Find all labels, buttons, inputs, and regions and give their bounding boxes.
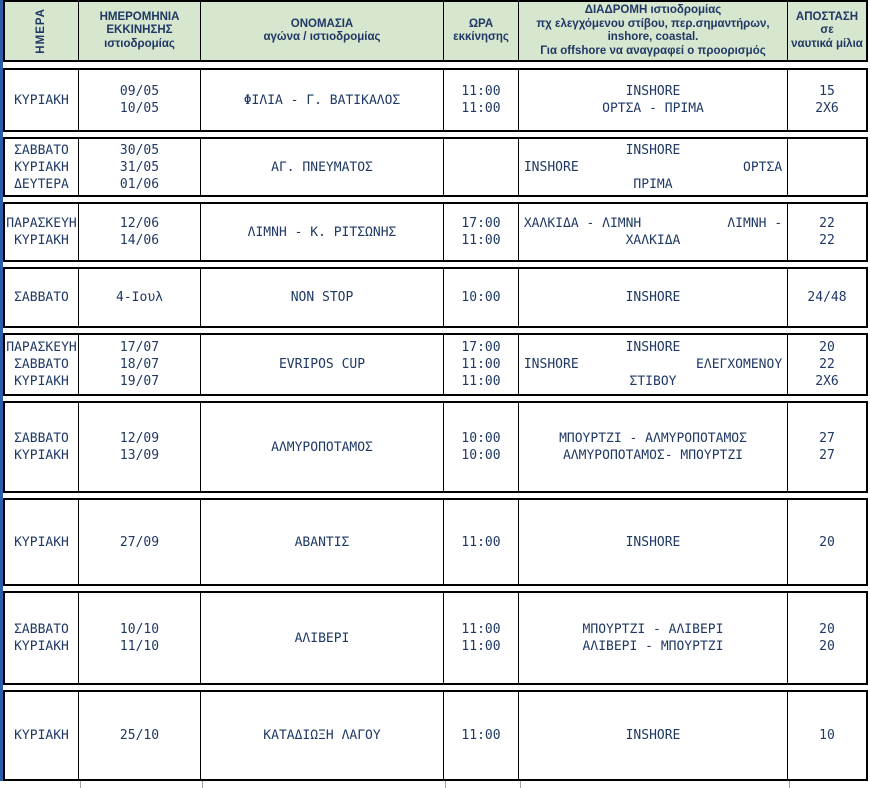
header-cell-route[interactable] [519, 2, 788, 60]
cell-line: ΑΛΜΥΡΟΠΟΤΑΜΟΣ- ΜΠΟΥΡΤΖΙ [562, 448, 743, 463]
cell-line: 31/05 [119, 159, 160, 175]
cell-line: ΚΥΡΙΑΚΗ [14, 233, 69, 248]
cell-line: ΠΑΡΑΣΚΕΥΗ [6, 340, 77, 355]
cell-line: 10/05 [119, 101, 160, 116]
cell-line: ΚΥΡΙΑΚΗ [14, 639, 69, 654]
start-time-cell[interactable] [444, 403, 519, 491]
cell-line: ΚΑΤΑΔΙΩΞΗ ΛΑΓΟΥ [263, 728, 381, 743]
distance-cell[interactable] [788, 139, 866, 195]
cell-line: ΑΓ. ΠΝΕΥΜΑΤΟΣ [271, 159, 373, 175]
cell-line: πχ ελεγχόμενου στίβου, περ.σημαντήρων, [536, 17, 770, 30]
cell-line: ναυτικά μίλια [791, 37, 863, 50]
cell-line: 11:00 [461, 357, 501, 372]
start-date-cell[interactable] [79, 70, 201, 130]
cell-line: ΑΒΑΝΤΙΣ [294, 534, 350, 550]
cell-line: 12/09 [119, 431, 160, 446]
cell-line: ΛΙΜΝΗ - Κ. ΡΙΤΣΩΝΗΣ [247, 224, 397, 240]
distance-cell[interactable] [788, 204, 866, 260]
race-name-cell[interactable] [201, 70, 444, 130]
cell-line: ΚΥΡΙΑΚΗ [14, 374, 69, 389]
cell-line: 22 [819, 216, 835, 231]
distance-cell[interactable] [788, 269, 866, 326]
cell-line: ΣΑΒΒΑΤΟ [14, 622, 69, 637]
cell-line: ΚΥΡΙΑΚΗ [14, 534, 69, 550]
distance-cell[interactable] [788, 500, 866, 584]
cell-line: INSHORE [625, 728, 681, 743]
cell-line: ΔΕΥΤΕΡΑ [14, 176, 69, 192]
cell-line: 11:00 [461, 101, 501, 116]
column-gridline-stub [789, 781, 790, 788]
cell-line: ΚΥΡΙΑΚΗ [14, 728, 69, 743]
cell-line: 27 [819, 448, 835, 463]
route-cell[interactable] [519, 70, 788, 130]
start-time-cell[interactable] [444, 70, 519, 130]
table-body [3, 68, 870, 781]
cell-line: 11/10 [119, 639, 160, 654]
race-name-cell[interactable] [201, 335, 444, 394]
cell-line: 15 [819, 84, 835, 99]
cell-line: ΧΑΛΚΙΔΑ [625, 233, 681, 248]
start-time-cell[interactable] [444, 692, 519, 779]
cell-line: 12/06 [119, 216, 160, 231]
race-row[interactable] [3, 68, 868, 132]
cell-line: ΠΡΙΜΑ [633, 176, 673, 192]
cell-line: ΜΠΟΥΡΤΖΙ - ΑΛΜΥΡΟΠΟΤΑΜΟΣ [559, 431, 747, 446]
distance-cell[interactable] [788, 403, 866, 491]
race-name-cell[interactable] [201, 692, 444, 779]
header-cell-race-name[interactable] [201, 2, 444, 60]
cell-line: INSHORE [625, 84, 681, 99]
cell-line: ΦΙΛΙΑ - Γ. ΒΑΤΙΚΑΛΟΣ [243, 92, 401, 108]
cell-line: 11:00 [461, 374, 501, 389]
day-cell[interactable] [5, 335, 79, 394]
cell-line: ΣΑΒΒΑΤΟ [14, 357, 69, 372]
race-name-cell[interactable] [201, 403, 444, 491]
cell-line: 24/48 [807, 290, 847, 305]
cell-line: NON STOP [290, 290, 354, 305]
route-cell[interactable] [519, 692, 788, 779]
cell-line: 17:00 [461, 340, 501, 355]
left-accent-border [0, 0, 3, 781]
header-cell-day[interactable] [5, 2, 79, 60]
cell-line: 22 [819, 357, 835, 372]
column-gridline-stub [520, 781, 521, 788]
distance-cell[interactable] [788, 593, 866, 683]
column-gridline-stub [80, 781, 81, 788]
route-cell[interactable] [519, 500, 788, 584]
cell-line: 10 [819, 728, 835, 743]
header-cell-start-date[interactable] [79, 2, 201, 60]
race-row[interactable] [3, 498, 868, 586]
cell-line: 09/05 [119, 84, 160, 99]
race-name-cell[interactable] [201, 500, 444, 584]
cell-line: INSHORE [625, 142, 681, 158]
table-header-row [3, 0, 868, 62]
header-cell-start-time[interactable] [444, 2, 519, 60]
cell-line: ΚΥΡΙΑΚΗ [14, 92, 69, 108]
cell-line: ΗΜΕΡΟΜΗΝΙΑ [99, 10, 180, 23]
race-row[interactable] [3, 202, 868, 262]
start-date-cell[interactable] [79, 335, 201, 394]
start-date-cell[interactable] [79, 403, 201, 491]
cell-line: 2X6 [815, 101, 839, 116]
cell-line: ΕΚΚΙΝΗΣΗΣ ιστιοδρομίας [104, 24, 175, 50]
route-cell[interactable] [519, 204, 788, 260]
cell-line: INSHORE [625, 534, 681, 550]
race-row[interactable] [3, 333, 868, 396]
cell-line: ΟΡΤΣΑ - ΠΡΙΜΑ [602, 101, 704, 116]
cell-line: ΟΝΟΜΑΣΙΑ [290, 17, 354, 30]
cell-line: 11:00 [461, 534, 501, 550]
cell-line: ΑΛΙΒΕΡΙ - ΜΠΟΥΡΤΖΙ [582, 639, 724, 654]
cell-line: 14/06 [119, 233, 160, 248]
cell-line: 17/07 [119, 340, 160, 355]
cell-line: 20 [819, 534, 835, 550]
cell-line: 13/09 [119, 448, 160, 463]
race-name-cell[interactable] [201, 269, 444, 326]
cell-line: 2X6 [815, 374, 839, 389]
cell-line: ΣΑΒΒΑΤΟ [14, 142, 69, 158]
cell-line: αγώνα / ιστιοδρομίας [263, 31, 381, 43]
day-cell[interactable] [5, 70, 79, 130]
race-name-cell[interactable] [201, 139, 444, 195]
cell-line: ΣΑΒΒΑΤΟ [14, 431, 69, 446]
cell-line: ΑΛΜΥΡΟΠΟΤΑΜΟΣ [271, 439, 373, 455]
start-time-cell[interactable] [444, 500, 519, 584]
start-date-cell[interactable] [79, 204, 201, 260]
cell-line: ΔΙΑΔΡΟΜΗ ιστιοδρομίας [584, 4, 722, 16]
day-cell[interactable] [5, 593, 79, 683]
day-cell[interactable] [5, 139, 79, 195]
race-name-cell[interactable] [201, 593, 444, 683]
cell-line: EVRIPOS CUP [278, 357, 366, 372]
cell-line: 25/10 [119, 728, 160, 743]
race-row[interactable] [3, 690, 868, 781]
cell-line: Για offshore να αναγραφεί ο προορισμός [540, 44, 766, 57]
day-cell[interactable] [5, 269, 79, 326]
cell-line: 20 [819, 622, 835, 637]
race-row[interactable] [3, 137, 868, 197]
cell-line: 11:00 [461, 728, 501, 743]
start-time-cell[interactable] [444, 204, 519, 260]
race-row[interactable] [3, 267, 868, 328]
cell-line: 27/09 [119, 534, 160, 550]
distance-cell[interactable] [788, 70, 866, 130]
cell-line: 20 [819, 340, 835, 355]
cell-line: 10:00 [461, 290, 501, 305]
gridline-stubs [3, 781, 868, 788]
day-cell[interactable] [5, 403, 79, 491]
cell-line: 22 [819, 233, 835, 248]
cell-line: INSHORE ΟΡΤΣΑ [523, 159, 783, 175]
cell-line: ΩΡΑ εκκίνησης [453, 17, 509, 43]
start-date-cell[interactable] [79, 269, 201, 326]
start-date-cell[interactable] [79, 692, 201, 779]
start-time-cell[interactable] [444, 593, 519, 683]
race-name-cell[interactable] [201, 204, 444, 260]
column-gridline-stub [445, 781, 446, 788]
cell-line: 11:00 [461, 84, 501, 99]
cell-line: 18/07 [119, 357, 160, 372]
cell-line: INSHORE [625, 290, 681, 305]
cell-line: ΚΥΡΙΑΚΗ [14, 159, 69, 175]
cell-line: ΜΠΟΥΡΤΖΙ - ΑΛΙΒΕΡΙ [582, 622, 724, 637]
cell-line: 11:00 [461, 639, 501, 654]
route-cell[interactable] [519, 139, 788, 195]
cell-line: 11:00 [461, 233, 501, 248]
cell-line: ΠΑΡΑΣΚΕΥΗ [6, 216, 77, 231]
start-time-cell[interactable] [444, 335, 519, 394]
route-cell[interactable] [519, 403, 788, 491]
route-cell[interactable] [519, 335, 788, 394]
cell-line: ΑΛΙΒΕΡΙ [294, 630, 350, 646]
header-cell-distance[interactable] [788, 2, 866, 60]
cell-line: 20 [819, 639, 835, 654]
cell-line: 01/06 [119, 176, 160, 192]
cell-line: ΑΠΟΣΤΑΣΗ σε [795, 10, 859, 37]
cell-line: ΣΑΒΒΑΤΟ [14, 290, 69, 305]
day-cell[interactable] [5, 692, 79, 779]
day-cell[interactable] [5, 204, 79, 260]
route-cell[interactable] [519, 593, 788, 683]
header-day-label: ΗΜΕΡΑ [34, 8, 47, 54]
cell-line: inshore, coastal. [607, 31, 699, 43]
cell-line: ΚΥΡΙΑΚΗ [14, 448, 69, 463]
start-date-cell[interactable] [79, 593, 201, 683]
cell-line: ΣΤΙΒΟΥ [629, 374, 677, 389]
cell-line: 10:00 [461, 431, 501, 446]
cell-line: INSHORE ΕΛΕΓΧΟΜΕΝΟΥ [523, 357, 783, 372]
cell-line: 10/10 [119, 622, 160, 637]
start-date-cell[interactable] [79, 500, 201, 584]
race-row[interactable] [3, 591, 868, 685]
route-cell[interactable] [519, 269, 788, 326]
cell-line: 19/07 [119, 374, 160, 389]
day-cell[interactable] [5, 500, 79, 584]
start-time-cell[interactable] [444, 269, 519, 326]
cell-line: INSHORE [625, 340, 681, 355]
start-time-cell[interactable] [444, 139, 519, 195]
distance-cell[interactable] [788, 335, 866, 394]
start-date-cell[interactable] [79, 139, 201, 195]
cell-line: ΧΑΛΚΙΔΑ - ΛΙΜΝΗ ΛΙΜΝΗ - [523, 216, 783, 231]
distance-cell[interactable] [788, 692, 866, 779]
cell-line: 27 [819, 431, 835, 446]
cell-line: 30/05 [119, 142, 160, 158]
cell-line: 11:00 [461, 622, 501, 637]
cell-line: 4-Ιουλ [116, 290, 163, 305]
race-row[interactable] [3, 401, 868, 493]
cell-line: 10:00 [461, 448, 501, 463]
cell-line: 17:00 [461, 216, 501, 231]
column-gridline-stub [202, 781, 203, 788]
